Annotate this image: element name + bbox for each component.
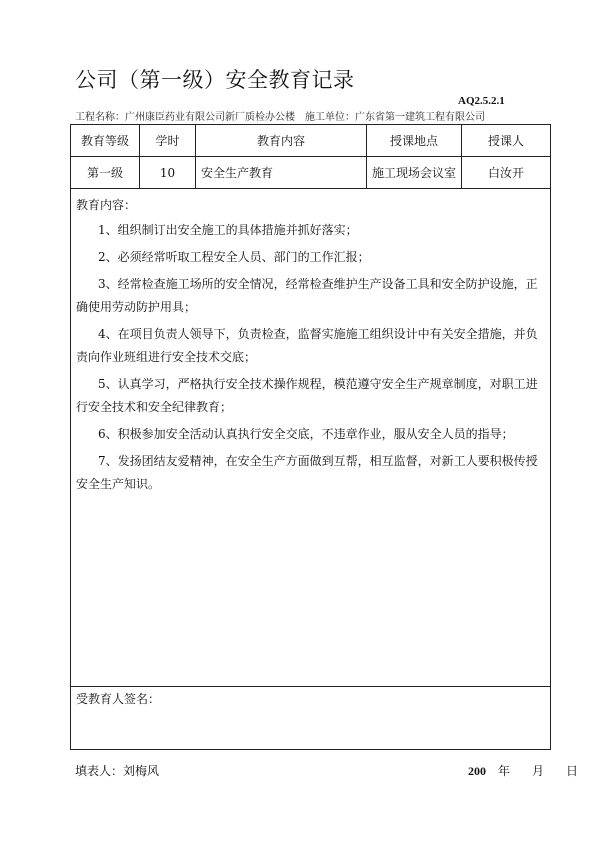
header-hours: 学时 — [140, 125, 196, 156]
header-lecturer: 授课人 — [487, 134, 524, 148]
cell-education-level: 第一级 — [71, 157, 140, 188]
content-label: 教育内容： — [76, 198, 137, 212]
construction-unit-value: 广东省第一建筑工程有限公司 — [355, 112, 485, 123]
document-title: 公司（第一级）安全教育记录 — [75, 68, 355, 92]
project-name-label: 工程名称： — [75, 112, 125, 123]
cell-lecturer: 白汝开 — [487, 166, 524, 180]
signature-section — [71, 687, 550, 749]
cell-hours: 10 — [140, 157, 196, 188]
education-content-section — [71, 189, 550, 687]
content-item-4: 4、在项目负责人领导下，负责检查，监督实施施工组织设计中有关安全措施，并负责向作业班组进行安全技术交底； — [76, 327, 538, 364]
content-item-1: 1、组织制订出安全施工的具体措施并抓好落实； — [98, 223, 358, 237]
content-item-3: 3、经常检查施工场所的安全情况，经常检查维护生产设备工具和安全防护设施，正确使用劳动防护用具； — [76, 277, 538, 314]
content-item-7: 7、发扬团结友爱精神，在安全生产方面做到互帮，相互监督，对新工人要积极传授安全生产知识。 — [76, 454, 538, 491]
record-table — [70, 124, 551, 750]
table-header-row — [71, 125, 550, 157]
content-item-2: 2、必须经常听取工程安全人员、部门的工作汇报； — [98, 250, 370, 264]
construction-unit-label: 施工单位： — [305, 112, 355, 123]
project-info-line — [75, 108, 485, 123]
header-education-level: 教育等级 — [71, 125, 140, 156]
date-year-unit: 年 — [498, 764, 511, 778]
date-day-unit: 日 — [566, 764, 579, 778]
form-code: AQ2.5.2.1 — [458, 95, 505, 107]
header-location: 授课地点 — [367, 125, 462, 156]
project-name-value: 广州康臣药业有限公司新厂质检办公楼 — [125, 112, 295, 123]
content-item-6: 6、积极参加安全活动认真执行安全交底，不违章作业，服从安全人员的指导； — [98, 427, 514, 441]
cell-education-content: 安全生产教育 — [196, 157, 367, 188]
signature-label: 受教育人签名： — [76, 692, 161, 706]
content-item-5: 5、认真学习，严格执行安全技术操作规程，模范遵守安全生产规章制度，对职工进行安全技术和安全纪律教育； — [76, 377, 538, 414]
filler-info: 填表人：刘梅风 — [75, 764, 160, 778]
date-year: 200 — [468, 764, 486, 778]
header-education-content: 教育内容 — [196, 125, 367, 156]
date-line — [468, 762, 578, 779]
cell-location: 施工现场会议室 — [367, 157, 462, 188]
date-month-unit: 月 — [532, 764, 545, 778]
table-row — [71, 157, 550, 189]
